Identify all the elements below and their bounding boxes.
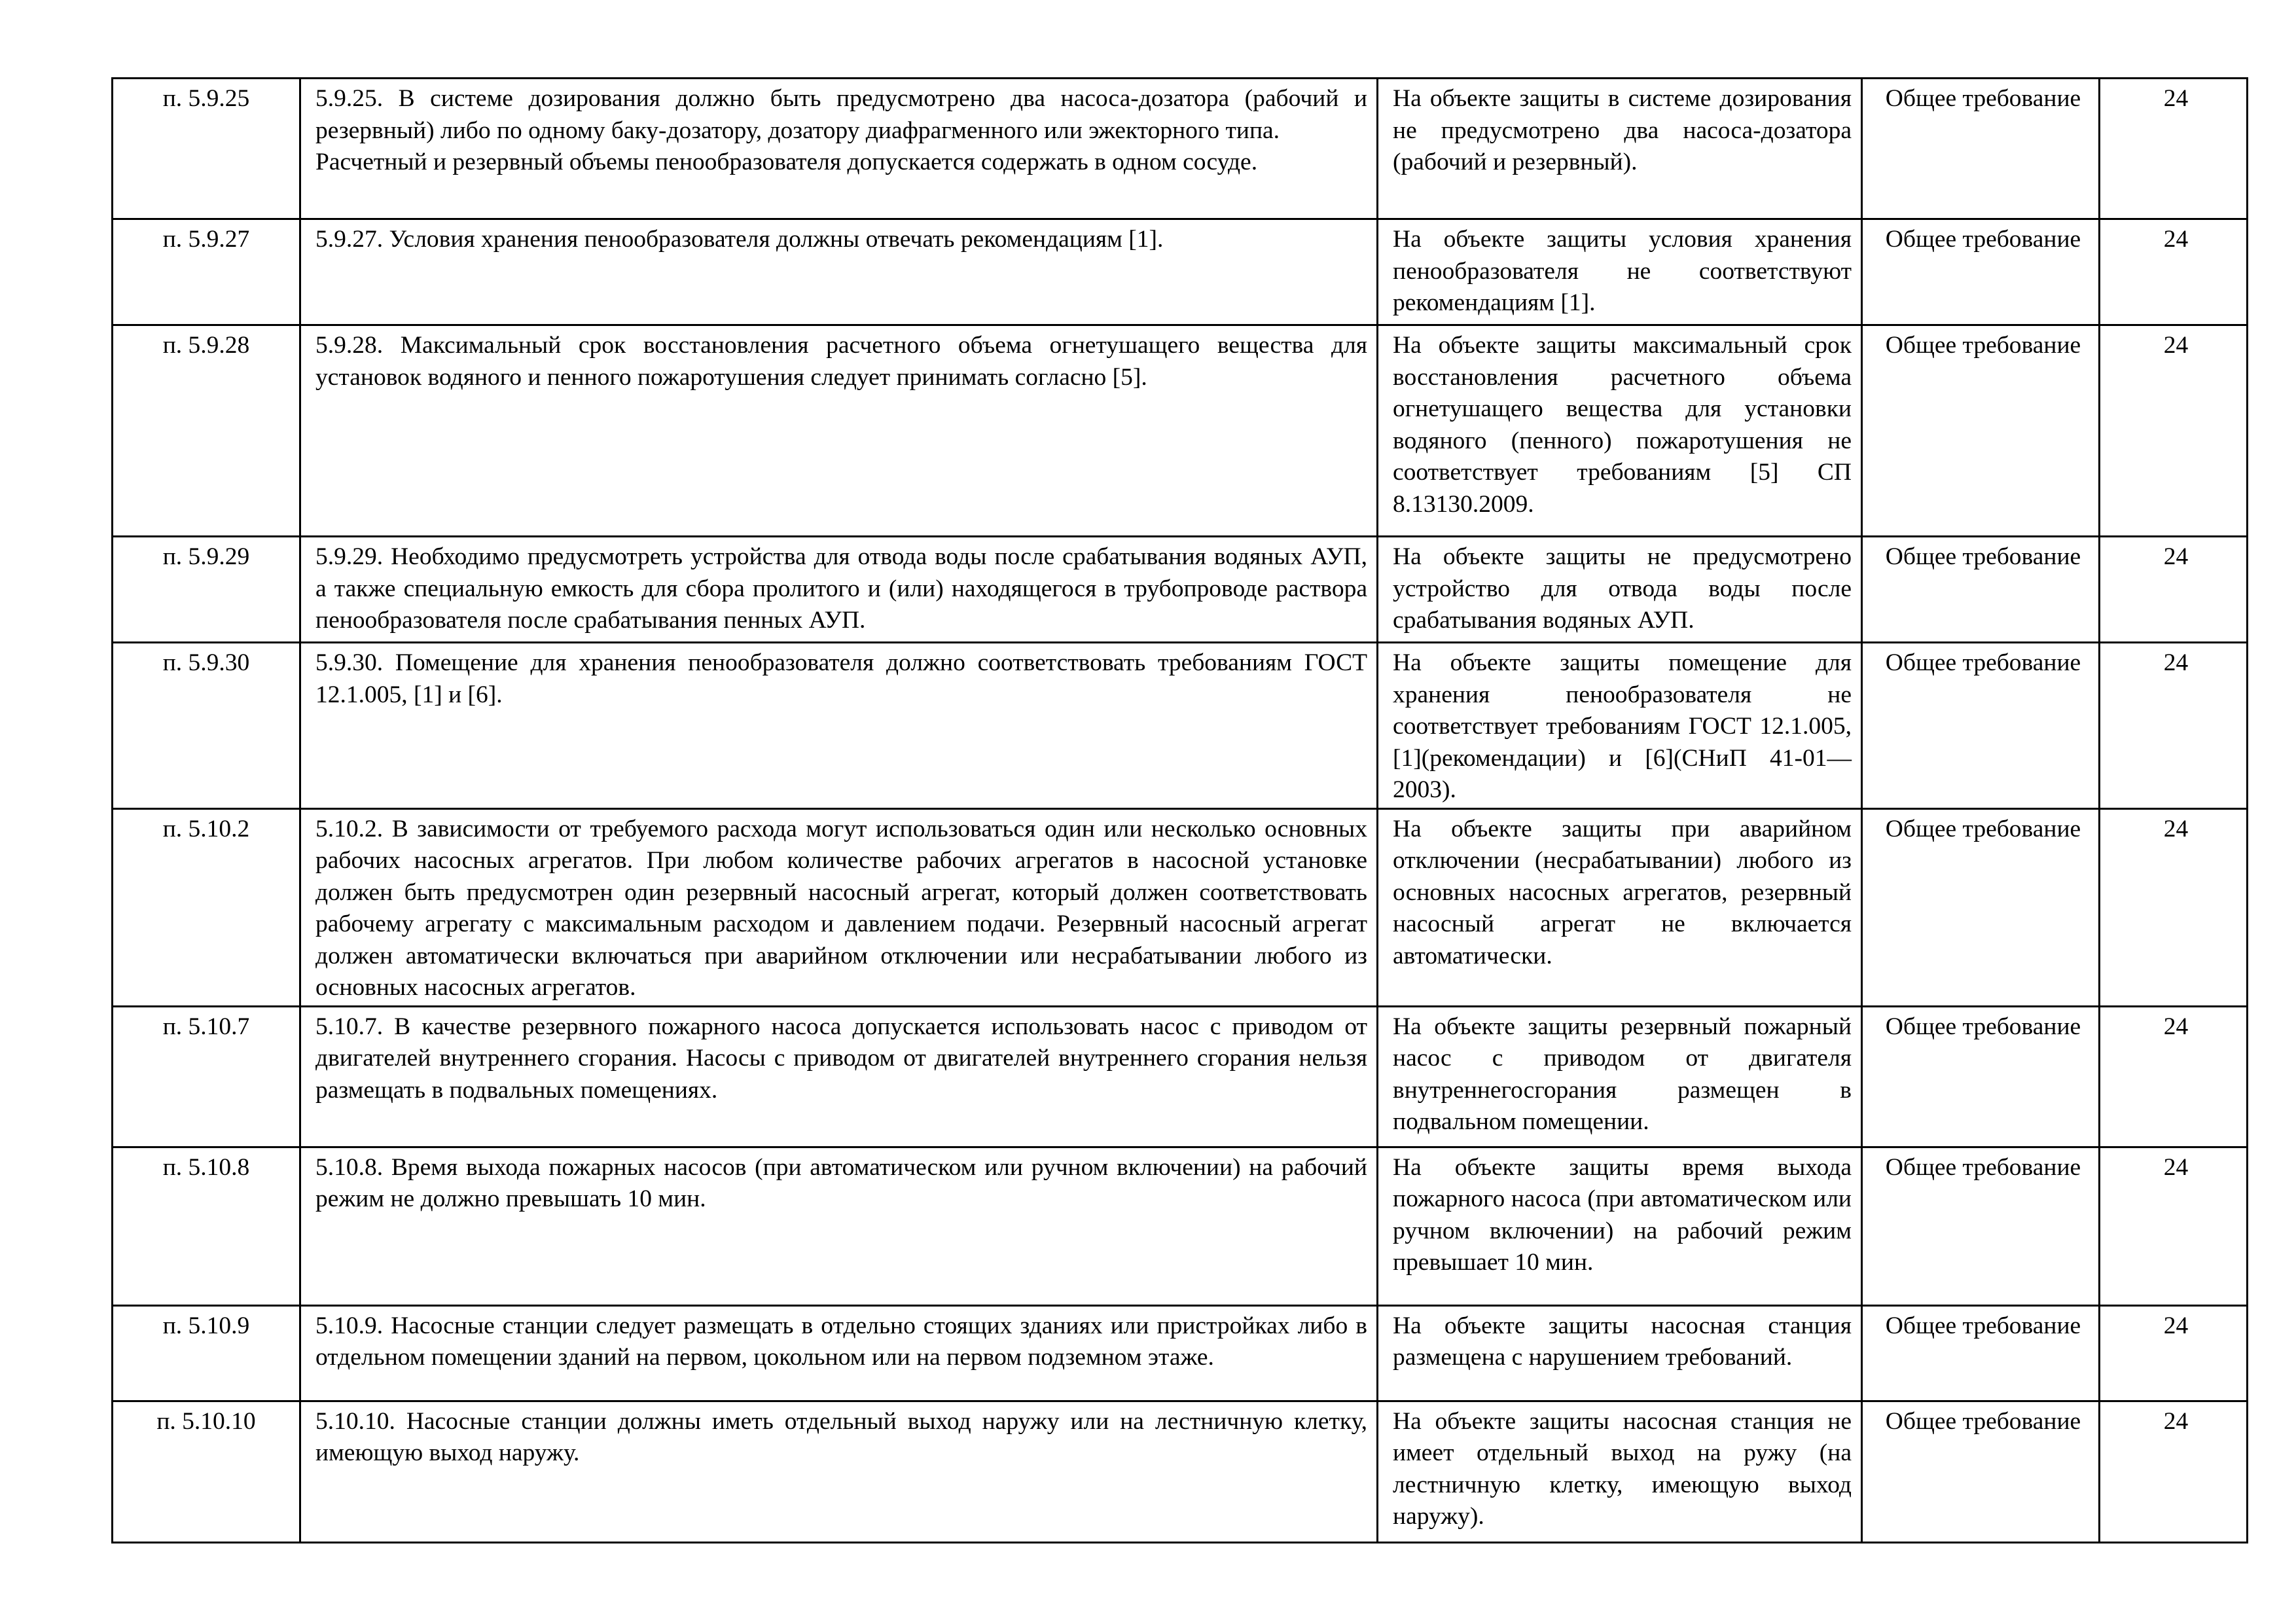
requirements-table: [111, 77, 2248, 1543]
number-cell: 24: [2100, 325, 2248, 537]
requirement-paragraph: 5.9.28. Максимальный срок восстановления расчетного объема огнетушащего вещества для установок водяного и пенного пожаротушения следует принимать согласно [5].: [315, 332, 1367, 391]
requirement-paragraph: 5.9.29. Необходимо предусмотреть устройства для отвода воды после срабатывания водяных АУП, а также специальную емкость для сбора пролитого и (или) находящегося в трубопроводе раствора пенообразователя после срабатывания пенных АУП.: [315, 543, 1367, 634]
clause-ref-cell: п. 5.10.2: [113, 808, 300, 1006]
requirement-paragraph: 5.10.8. Время выхода пожарных насосов (при автоматическом или ручном включении) на рабочий режим не должно превышать 10 мин.: [315, 1153, 1367, 1212]
violation-cell: На объекте защиты резервный пожарный насос с приводом от двигателя внутреннегосгорания размещен в подвальном помещении.: [1378, 1006, 1862, 1147]
clause-ref-cell: п. 5.9.25: [113, 79, 300, 219]
requirement-type-cell: Общее требование: [1862, 1401, 2100, 1542]
table-row: [113, 219, 2248, 325]
requirement-cell: [300, 219, 1378, 325]
table-row: [113, 1401, 2248, 1542]
number-cell: 24: [2100, 537, 2248, 643]
requirement-type-cell: Общее требование: [1862, 1147, 2100, 1305]
number-cell: 24: [2100, 79, 2248, 219]
requirement-paragraph: 5.10.9. Насосные станции следует размещать в отдельно стоящих зданиях или пристройках либо в отдельном помещении зданий на первом, цокольном или на первом подземном этаже.: [315, 1312, 1367, 1371]
number-cell: 24: [2100, 219, 2248, 325]
clause-ref-cell: п. 5.9.30: [113, 643, 300, 809]
requirement-paragraph: 5.9.25. В системе дозирования должно быть предусмотрено два насоса-дозатора (рабочий и резервный) либо по одному баку-дозатору, дозатору диафрагменного или эжекторного типа.: [315, 85, 1367, 144]
clause-ref-cell: п. 5.9.29: [113, 537, 300, 643]
requirement-paragraph: 5.9.30. Помещение для хранения пенообразователя должно соответствовать требованиям ГОСТ 12.1.005, [1] и [6].: [315, 649, 1367, 708]
requirement-paragraph: 5.9.27. Условия хранения пенообразователя должны отвечать рекомендациям [1].: [315, 226, 1164, 253]
requirement-type-cell: Общее требование: [1862, 643, 2100, 809]
requirement-cell: [300, 325, 1378, 537]
number-cell: 24: [2100, 808, 2248, 1006]
table-row: [113, 1006, 2248, 1147]
violation-cell: На объекте защиты в системе дозирования не предусмотрено два насоса-дозатора (рабочий и резервный).: [1378, 79, 1862, 219]
table-row: [113, 808, 2248, 1006]
violation-cell: На объекте защиты не предусмотрено устройство для отвода воды после срабатывания водяных АУП.: [1378, 537, 1862, 643]
table-row: [113, 1147, 2248, 1305]
table-row: [113, 643, 2248, 809]
table-row: [113, 537, 2248, 643]
requirement-type-cell: Общее требование: [1862, 325, 2100, 537]
requirement-type-cell: Общее требование: [1862, 219, 2100, 325]
requirement-cell: [300, 1147, 1378, 1305]
requirement-paragraph: 5.10.7. В качестве резервного пожарного насоса допускается использовать насос с приводом от двигателей внутреннего сгорания. Насосы с приводом от двигателей внутреннего сгорания нельзя размещать в подвальных помещениях.: [315, 1013, 1367, 1104]
table-row: [113, 79, 2248, 219]
requirement-type-cell: Общее требование: [1862, 808, 2100, 1006]
number-cell: 24: [2100, 1006, 2248, 1147]
requirement-cell: [300, 1401, 1378, 1542]
clause-ref-cell: п. 5.10.10: [113, 1401, 300, 1542]
number-cell: 24: [2100, 643, 2248, 809]
requirement-type-cell: Общее требование: [1862, 537, 2100, 643]
requirement-paragraph: Расчетный и резервный объемы пенообразователя допускается содержать в одном сосуде.: [315, 149, 1258, 175]
clause-ref-cell: п. 5.9.27: [113, 219, 300, 325]
violation-cell: На объекте защиты насосная станция не имеет отдельный выход на ружу (на лестничную клетку, имеющую выход наружу).: [1378, 1401, 1862, 1542]
requirement-cell: [300, 537, 1378, 643]
clause-ref-cell: п. 5.9.28: [113, 325, 300, 537]
violation-cell: На объекте защиты максимальный срок восстановления расчетного объема огнетушащего вещества для установки водяного (пенного) пожаротушения не соответствует требованиям [5] СП 8.13130.2009.: [1378, 325, 1862, 537]
table-row: [113, 1305, 2248, 1401]
clause-ref-cell: п. 5.10.9: [113, 1305, 300, 1401]
number-cell: 24: [2100, 1401, 2248, 1542]
table-row: [113, 325, 2248, 537]
number-cell: 24: [2100, 1147, 2248, 1305]
violation-cell: На объекте защиты при аварийном отключении (несрабатывании) любого из основных насосных агрегатов, резервный насосный агрегат не включается автоматически.: [1378, 808, 1862, 1006]
requirement-cell: [300, 1006, 1378, 1147]
requirement-type-cell: Общее требование: [1862, 79, 2100, 219]
violation-cell: На объекте защиты время выхода пожарного насоса (при автоматическом или ручном включении) на рабочий режим превышает 10 мин.: [1378, 1147, 1862, 1305]
clause-ref-cell: п. 5.10.7: [113, 1006, 300, 1147]
requirement-paragraph: 5.10.10. Насосные станции должны иметь отдельный выход наружу или на лестничную клетку, имеющую выход наружу.: [315, 1407, 1367, 1466]
requirement-cell: [300, 79, 1378, 219]
violation-cell: На объекте защиты насосная станция размещена с нарушением требований.: [1378, 1305, 1862, 1401]
violation-cell: На объекте защиты условия хранения пенообразователя не соответствуют рекомендациям [1].: [1378, 219, 1862, 325]
requirement-type-cell: Общее требование: [1862, 1006, 2100, 1147]
requirement-cell: [300, 1305, 1378, 1401]
requirement-type-cell: Общее требование: [1862, 1305, 2100, 1401]
requirement-cell: [300, 808, 1378, 1006]
clause-ref-cell: п. 5.10.8: [113, 1147, 300, 1305]
table-body: [113, 79, 2248, 1543]
violation-cell: На объекте защиты помещение для хранения пенообразователя не соответствует требованиям ГОСТ 12.1.005, [1](рекомендации) и [6](СНиП 41-01—2003).: [1378, 643, 1862, 809]
requirement-paragraph: 5.10.2. В зависимости от требуемого расхода могут использоваться один или несколько основных рабочих насосных агрегатов. При любом количестве рабочих агрегатов в насосной установке должен быть предусмотрен один резервный насосный агрегат, который должен соответствовать рабочему агрегату с максимальным расходом и давлением подачи. Резервный насосный агрегат должен автоматически включаться при аварийном отключении или несрабатывании любого из основных насосных агрегатов.: [315, 815, 1367, 1001]
number-cell: 24: [2100, 1305, 2248, 1401]
requirement-cell: [300, 643, 1378, 809]
